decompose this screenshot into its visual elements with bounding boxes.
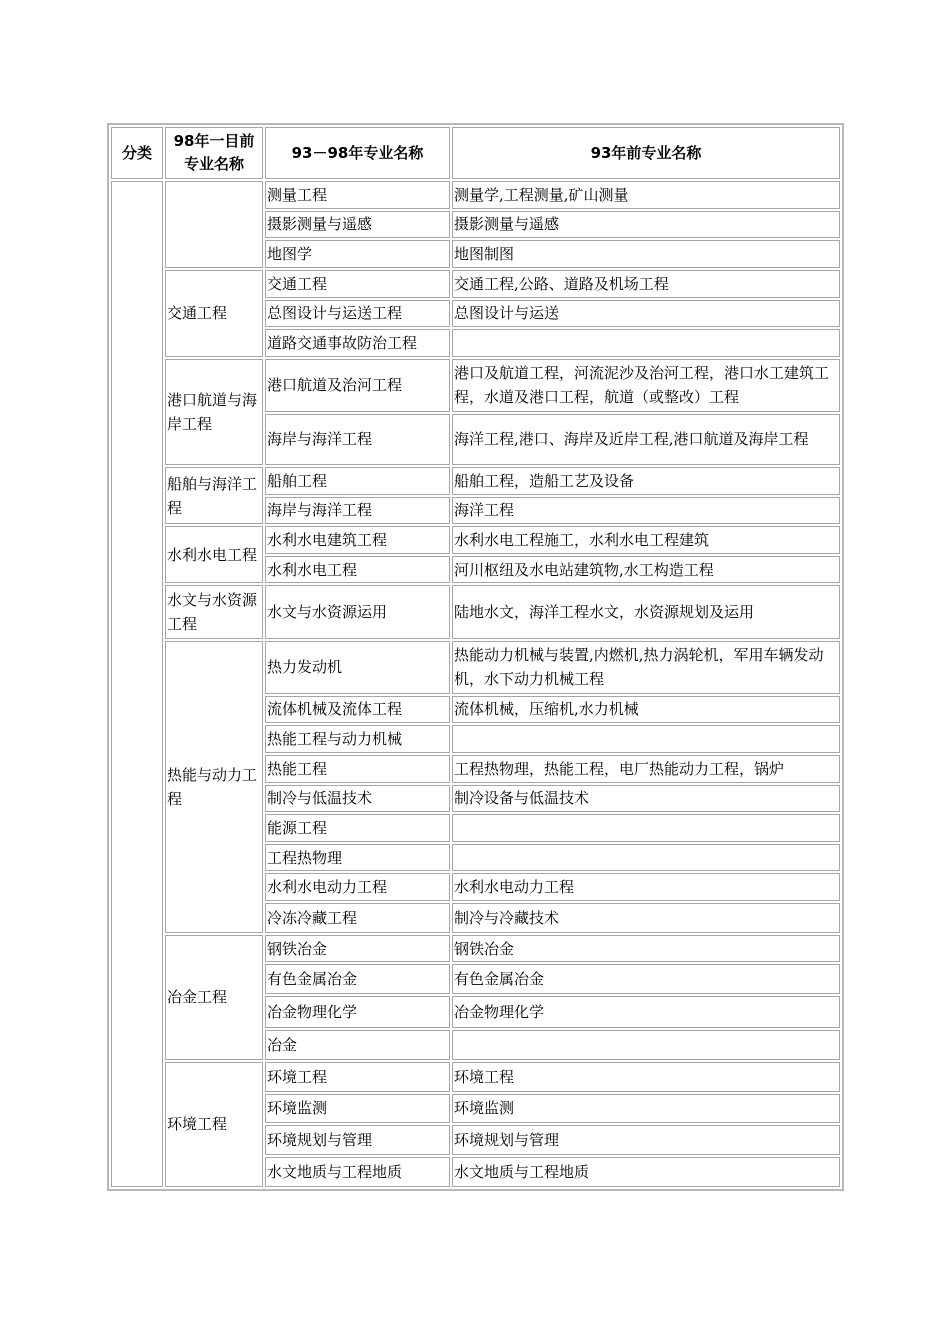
major-pre93-cell: 制冷与冷藏技术 <box>452 903 840 933</box>
major-93-98-cell: 热力发动机 <box>265 641 450 694</box>
major-93-98-cell: 钢铁冶金 <box>265 935 450 963</box>
major-93-98-cell: 有色金属冶金 <box>265 964 450 994</box>
major-93-98-cell: 冶金物理化学 <box>265 996 450 1028</box>
table-row <box>111 1062 840 1092</box>
major-93-98-cell: 水利水电建筑工程 <box>265 526 450 554</box>
major-93-98-cell: 水文与水资源运用 <box>265 585 450 638</box>
major-pre93-cell: 水文地质与工程地质 <box>452 1157 840 1187</box>
group-name-cell: 环境工程 <box>165 1062 263 1187</box>
major-93-98-cell: 冷冻冷藏工程 <box>265 903 450 933</box>
major-pre93-cell: 港口及航道工程，河流泥沙及治河工程，港口水工建筑工程，水道及港口工程，航道（或整改）工程 <box>452 359 840 412</box>
major-93-98-cell: 水文地质与工程地质 <box>265 1157 450 1187</box>
major-93-98-cell: 环境工程 <box>265 1062 450 1092</box>
major-pre93-cell: 总图设计与运送 <box>452 300 840 328</box>
major-pre93-cell <box>452 1030 840 1060</box>
major-93-98-cell: 船舶工程 <box>265 467 450 495</box>
major-pre93-cell: 工程热物理，热能工程，电厂热能动力工程，锅炉 <box>452 755 840 783</box>
major-pre93-cell: 河川枢纽及水电站建筑物,水工构造工程 <box>452 556 840 584</box>
major-pre93-cell <box>452 329 840 357</box>
majors-table <box>109 125 842 1189</box>
major-93-98-cell: 能源工程 <box>265 814 450 842</box>
major-93-98-cell: 海岸与海洋工程 <box>265 497 450 525</box>
major-93-98-cell: 环境监测 <box>265 1094 450 1124</box>
table-row <box>111 526 840 554</box>
header-current-major: 98年一目前专业名称 <box>165 127 263 179</box>
group-name-cell <box>165 181 263 268</box>
major-93-98-cell: 水利水电动力工程 <box>265 873 450 901</box>
category-cell <box>111 181 163 1187</box>
major-93-98-cell: 冶金 <box>265 1030 450 1060</box>
table-row <box>111 181 840 209</box>
group-name-cell: 船舶与海洋工程 <box>165 467 263 524</box>
table-body <box>111 181 840 1187</box>
major-93-98-cell: 海岸与海洋工程 <box>265 414 450 465</box>
major-93-98-cell: 水利水电工程 <box>265 556 450 584</box>
major-pre93-cell: 海洋工程 <box>452 497 840 525</box>
major-93-98-cell: 地图学 <box>265 240 450 268</box>
major-pre93-cell: 制冷设备与低温技术 <box>452 785 840 813</box>
major-pre93-cell <box>452 844 840 872</box>
major-pre93-cell <box>452 814 840 842</box>
major-93-98-cell: 工程热物理 <box>265 844 450 872</box>
major-93-98-cell: 测量工程 <box>265 181 450 209</box>
major-93-98-cell: 道路交通事故防治工程 <box>265 329 450 357</box>
major-pre93-cell: 环境监测 <box>452 1094 840 1124</box>
header-pre93-major: 93年前专业名称 <box>452 127 840 179</box>
table-row <box>111 935 840 963</box>
table-row <box>111 641 840 694</box>
group-name-cell: 冶金工程 <box>165 935 263 1060</box>
table-row <box>111 359 840 412</box>
major-pre93-cell: 环境工程 <box>452 1062 840 1092</box>
major-pre93-cell: 水利水电动力工程 <box>452 873 840 901</box>
major-93-98-cell: 摄影测量与遥感 <box>265 211 450 239</box>
major-93-98-cell: 制冷与低温技术 <box>265 785 450 813</box>
major-pre93-cell: 陆地水文，海洋工程水文，水资源规划及运用 <box>452 585 840 638</box>
major-pre93-cell: 摄影测量与遥感 <box>452 211 840 239</box>
major-pre93-cell <box>452 725 840 753</box>
header-93-98-major: 93－98年专业名称 <box>265 127 450 179</box>
major-pre93-cell: 船舶工程，造船工艺及设备 <box>452 467 840 495</box>
major-pre93-cell: 冶金物理化学 <box>452 996 840 1028</box>
group-name-cell: 水利水电工程 <box>165 526 263 583</box>
table-row <box>111 585 840 638</box>
group-name-cell: 港口航道与海岸工程 <box>165 359 263 465</box>
table-row <box>111 467 840 495</box>
major-pre93-cell: 环境规划与管理 <box>452 1125 840 1155</box>
group-name-cell: 交通工程 <box>165 270 263 357</box>
major-pre93-cell: 钢铁冶金 <box>452 935 840 963</box>
major-pre93-cell: 流体机械，压缩机,水力机械 <box>452 696 840 724</box>
major-93-98-cell: 热能工程 <box>265 755 450 783</box>
major-93-98-cell: 流体机械及流体工程 <box>265 696 450 724</box>
major-93-98-cell: 热能工程与动力机械 <box>265 725 450 753</box>
major-pre93-cell: 水利水电工程施工，水利水电工程建筑 <box>452 526 840 554</box>
major-pre93-cell: 热能动力机械与装置,内燃机,热力涡轮机，军用车辆发动机，水下动力机械工程 <box>452 641 840 694</box>
major-93-98-cell: 总图设计与运送工程 <box>265 300 450 328</box>
header-category: 分类 <box>111 127 163 179</box>
major-93-98-cell: 环境规划与管理 <box>265 1125 450 1155</box>
major-pre93-cell: 测量学,工程测量,矿山测量 <box>452 181 840 209</box>
major-93-98-cell: 港口航道及治河工程 <box>265 359 450 412</box>
major-pre93-cell: 交通工程,公路、道路及机场工程 <box>452 270 840 298</box>
major-pre93-cell: 有色金属冶金 <box>452 964 840 994</box>
major-pre93-cell: 海洋工程,港口、海岸及近岸工程,港口航道及海岸工程 <box>452 414 840 465</box>
major-pre93-cell: 地图制图 <box>452 240 840 268</box>
major-93-98-cell: 交通工程 <box>265 270 450 298</box>
majors-table-container <box>107 123 844 1191</box>
group-name-cell: 热能与动力工程 <box>165 641 263 933</box>
table-row <box>111 270 840 298</box>
group-name-cell: 水文与水资源工程 <box>165 585 263 638</box>
